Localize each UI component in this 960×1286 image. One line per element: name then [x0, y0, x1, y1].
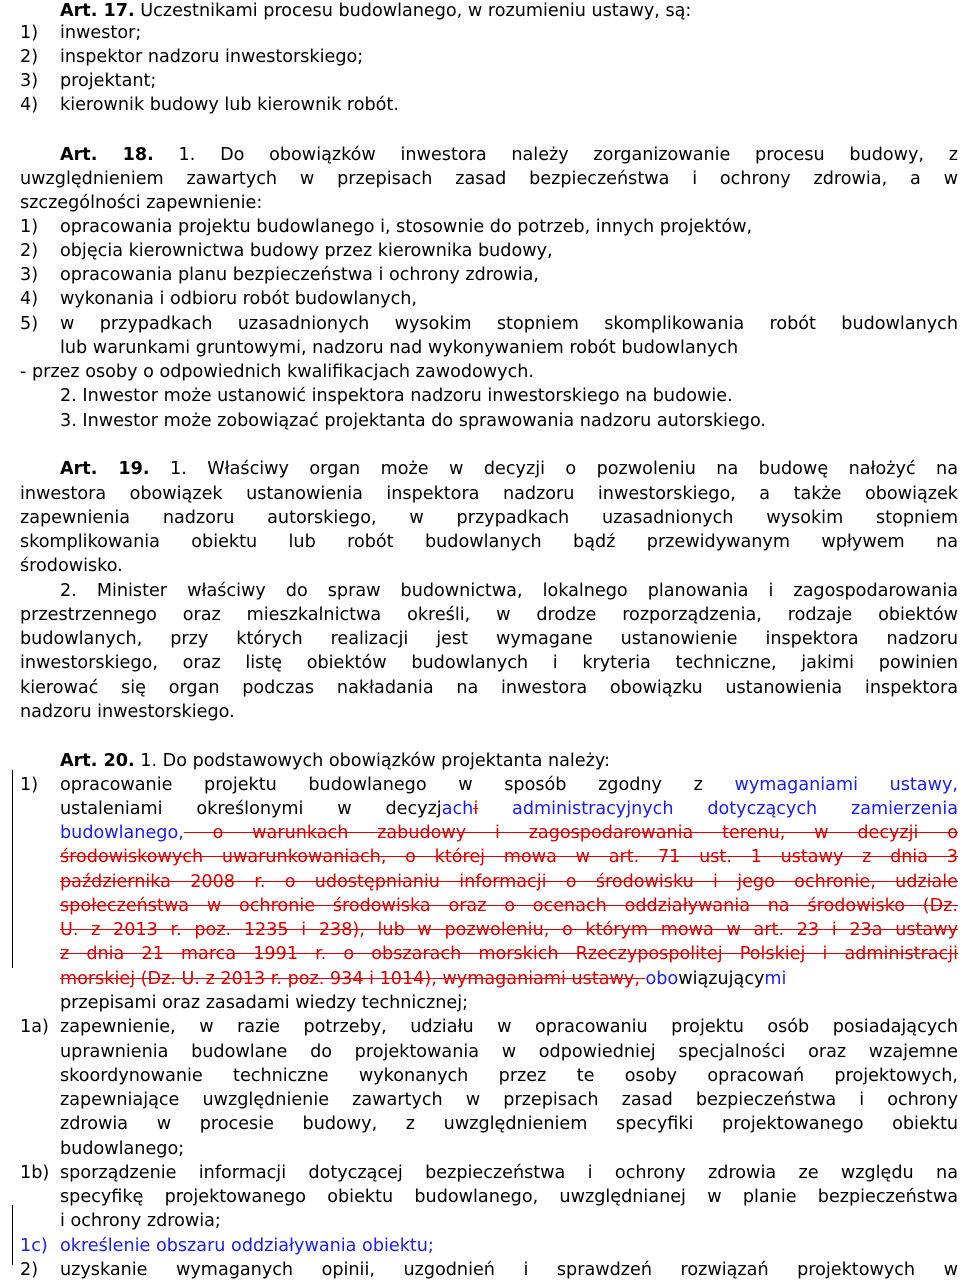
- art18-item-4: 4) wykonania i odbioru robót budowlanych,: [20, 289, 418, 309]
- art18-item-2: 2) objęcia kierownictwa budowy przez kierownika budowy,: [20, 241, 553, 261]
- art18-p1-line2: uwzględnieniem zawartych w przepisach zasad bezpieczeństwa i ochrony zdrowia, a w: [20, 169, 958, 189]
- art20-heading: Art. 20.: [60, 751, 135, 771]
- inserted-text: wymaganiami ustawy,: [734, 775, 958, 795]
- deleted-text: morskiej (Dz. U. z 2013 r. poz. 934 i 1014), wymaganiami ustawy,: [60, 969, 646, 989]
- art20-item-1-line2: ustaleniami określonymi w decyzjachi administracyjnych dotyczących zamierzenia: [60, 799, 958, 819]
- art18-item-1: 1) opracowania projektu budowlanego i, stosownie do potrzeb, innych projektów,: [20, 217, 753, 237]
- art17-heading: Art. 17.: [60, 1, 135, 21]
- art17-item-4: 4) kierownik budowy lub kierownik robót.: [20, 95, 399, 115]
- art18-p2: 2. Inwestor może ustanowić inspektora nadzoru inwestorskiego na budowie.: [60, 386, 733, 406]
- inserted-text: administracyjnych dotyczących zamierzenia: [478, 799, 958, 819]
- art17-item-2: 2) inspektor nadzoru inwestorskiego;: [20, 47, 364, 67]
- art19-p2-line6: nadzoru inwestorskiego.: [20, 702, 235, 722]
- art18-item-5-line1: w przypadkach uzasadnionych wysokim stopniem skomplikowania robót budowlanych: [60, 314, 958, 334]
- art20-item-1a-line2: uprawnienia budowlane do projektowania w odpowiedniej specjalności oraz wzajemne: [60, 1042, 958, 1062]
- art20-item-1b-line1: sporządzenie informacji dotyczącej bezpieczeństwa i ochrony zdrowia ze względu na: [60, 1163, 958, 1183]
- inserted-text: ach: [441, 799, 474, 819]
- inserted-text: obo: [645, 969, 679, 989]
- art19-p1-line4: skomplikowania obiektu lub robót budowlanych bądź przewidywanym wpływem na: [20, 532, 958, 552]
- art20-item-1a-line4: zapewniające uwzględnienie zawartych w przepisach zasad bezpieczeństwa i ochrony: [60, 1090, 958, 1110]
- art20-item-1a-line3: skoordynowanie techniczne wykonanych przez te osoby opracowań projektowych,: [60, 1066, 958, 1086]
- art20-item-1-line6-deleted: społeczeństwa w ochronie środowiska oraz o ocenach oddziaływania na środowisko (Dz.: [60, 896, 958, 916]
- art20-item-1b-line2: specyfikę projektowanego obiektu budowlanego, uwzględnianej w planie bezpieczeństwa: [60, 1187, 958, 1207]
- art18-item-5-line2: lub warunkami gruntowymi, nadzoru nad wykonywaniem robót budowlanych: [60, 338, 739, 358]
- art19-p1-line5: środowisko.: [20, 556, 123, 576]
- art17-intro: Art. 17. Uczestnikami procesu budowlanego, w rozumieniu ustawy, są:: [60, 1, 692, 21]
- art18-p1-line3: szczególności zapewnienie:: [20, 193, 263, 213]
- art20-item-2-line1: uzyskanie wymaganych opinii, uzgodnień i sprawdzeń rozwiązań projektowych w: [60, 1260, 958, 1280]
- art20-item-1-num: 1): [20, 775, 39, 795]
- art20-item-1-line10: przepisami oraz zasadami wiedzy technicznej;: [60, 993, 469, 1013]
- art20-item-1b-line3: i ochrony zdrowia;: [60, 1211, 221, 1231]
- art20-item-1a-line1: zapewnienie, w razie potrzeby, udziału w opracowaniu projektu osób posiadających: [60, 1017, 958, 1037]
- art20-item-1b-num: 1b): [20, 1163, 50, 1183]
- art19-p2-line4: inwestorskiego, oraz listę obiektów budowlanych i kryteria techniczne, jakimi powinien: [20, 653, 958, 673]
- art20-item-1-line9: morskiej (Dz. U. z 2013 r. poz. 934 i 1014), wymaganiami ustawy, obowiązującymi: [60, 969, 787, 989]
- art20-item-1-line5-deleted: października 2008 r. o udostępnianiu informacji o środowisku i jego ochronie, udziale: [60, 872, 958, 892]
- art18-tail: - przez osoby o odpowiednich kwalifikacjach zawodowych.: [20, 362, 534, 382]
- art18-item-5-num: 5): [20, 314, 39, 334]
- art20-item-1a-line5: zdrowia w procesie budowy, z uwzględnieniem specyfiki projektowanego obiektu: [60, 1114, 958, 1134]
- art20-item-1-line8-deleted: z dnia 21 marca 1991 r. o obszarach morskich Rzeczypospolitej Polskiej i administracji: [60, 944, 958, 964]
- change-bar: [12, 1205, 13, 1265]
- art19-p2-line5: kierować się organ podczas nakładania na inwestora obowiązku ustanowienia inspektora: [20, 678, 958, 698]
- art20-item-1-line4-deleted: środowiskowych uwarunkowaniach, o której mowa w art. 71 ust. 1 ustawy z dnia 3: [60, 847, 958, 867]
- art17-item-3: 3) projektant;: [20, 71, 157, 91]
- art18-p3: 3. Inwestor może zobowiązać projektanta do sprawowania nadzoru autorskiego.: [60, 411, 766, 431]
- art20-item-1-line3: [60, 822, 958, 846]
- inserted-text: budowlanego,: [60, 823, 184, 843]
- inserted-text: mi: [764, 969, 787, 989]
- art19-heading: Art. 19.: [60, 459, 150, 479]
- change-bar: [12, 770, 13, 968]
- art19-p2-line1: 2. Minister właściwy do spraw budownictwa, lokalnego planowania i zagospodarowania: [60, 581, 958, 601]
- art18-item-3: 3) opracowania planu bezpieczeństwa i ochrony zdrowia,: [20, 265, 540, 285]
- art19-p1-line3: zapewnienia nadzoru autorskiego, w przypadkach uzasadnionych wysokim stopniem: [20, 508, 958, 528]
- art20-item-1c: 1c) określenie obszaru oddziaływania obiektu;: [20, 1236, 434, 1256]
- art20-item-2-num: 2): [20, 1260, 39, 1280]
- art18-p1-line1: Art. 18. 1. Do obowiązków inwestora należy zorganizowanie procesu budowy, z: [60, 145, 958, 165]
- deleted-text: i: [473, 799, 479, 819]
- art19-p2-line2: przestrzennego oraz mieszkalnictwa określi, w drodze rozporządzenia, rodzaje obiektów: [20, 605, 958, 625]
- art20-item-1a-line6: budowlanego;: [60, 1139, 185, 1159]
- art20-item-1a-num: 1a): [20, 1017, 49, 1037]
- art17-item-1: 1) inwestor;: [20, 23, 142, 43]
- art19-p2-line3: budowlanych, przy których realizacji jest wymagane ustanowienie inspektora nadzoru: [20, 629, 958, 649]
- art19-p1-line1: Art. 19. 1. Właściwy organ może w decyzji o pozwoleniu na budowę nałożyć na: [60, 459, 958, 479]
- art18-heading: Art. 18.: [60, 145, 154, 165]
- art19-p1-line2: inwestora obowiązek ustanowienia inspektora nadzoru inwestorskiego, a także obowiązek: [20, 484, 958, 504]
- art20-item-1-line7-deleted: U. z 2013 r. poz. 1235 i 238), lub w pozwoleniu, o którym mowa w art. 23 i 23a ustawy: [60, 920, 958, 940]
- deleted-text: o warunkach zabudowy i zagospodarowania terenu, w decyzji o: [183, 823, 958, 843]
- art20-intro: Art. 20. 1. Do podstawowych obowiązków projektanta należy:: [60, 751, 610, 771]
- art20-item-1-line1: opracowanie projektu budowlanego w sposób zgodny z wymaganiami ustawy,: [60, 775, 958, 795]
